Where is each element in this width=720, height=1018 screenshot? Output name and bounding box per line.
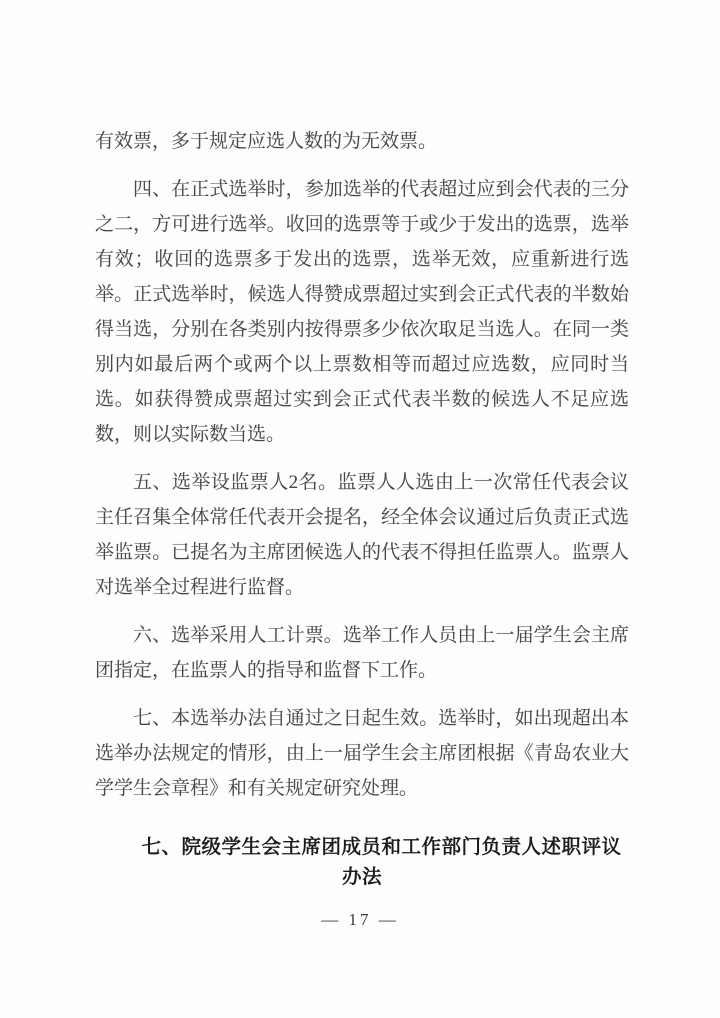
paragraph-rule-6-manual-counting: 六、选举采用人工计票。选举工作人员由上一届学生会主席团指定，在监票人的指导和监督下工作。 xyxy=(95,625,629,681)
document-body xyxy=(95,124,629,892)
paragraph-valid-ballots-continuation: 有效票，多于规定应选人数的为无效票。 xyxy=(95,131,438,152)
page-number: — 17 — xyxy=(321,910,399,929)
paragraph-rule-4-formal-election: 四、在正式选举时，参加选举的代表超过应到会代表的三分之二，方可进行选举。收回的选票等于或少于发出的选票，选举有效；收回的选票多于发出的选票，选举无效，应重新进行选举。正式选举时，候选人得赞成票超过实到会正式代表的半数始得当选，分别在各类别内按得票多少依次取足当选人。在同一类别内如最后两个或两个以上票数相等而超过应选数，应同时当选。如获得赞成票超过实到会正式代表半数的候选人不足应选数，则以实际数当选。 xyxy=(95,179,629,445)
paragraph-rule-5-ballot-supervisors: 五、选举设监票人2名。监票人人选由上一次常任代表会议主任召集全体常任代表开会提名，经全体会议通过后负责正式选举监票。已提名为主席团候选人的代表不得担任监票人。监票人对选举全过程进行监督。 xyxy=(95,472,629,598)
section-heading-chapter-7: 七、院级学生会主席团成员和工作部门负责人述职评议办法 xyxy=(141,836,622,888)
paragraph-rule-7-effective-date: 七、本选举办法自通过之日起生效。选举时，如出现超出本选举办法规定的情形，由上一届学生会主席团根据《青岛农业大学学生会章程》和有关规定研究处理。 xyxy=(95,708,629,799)
